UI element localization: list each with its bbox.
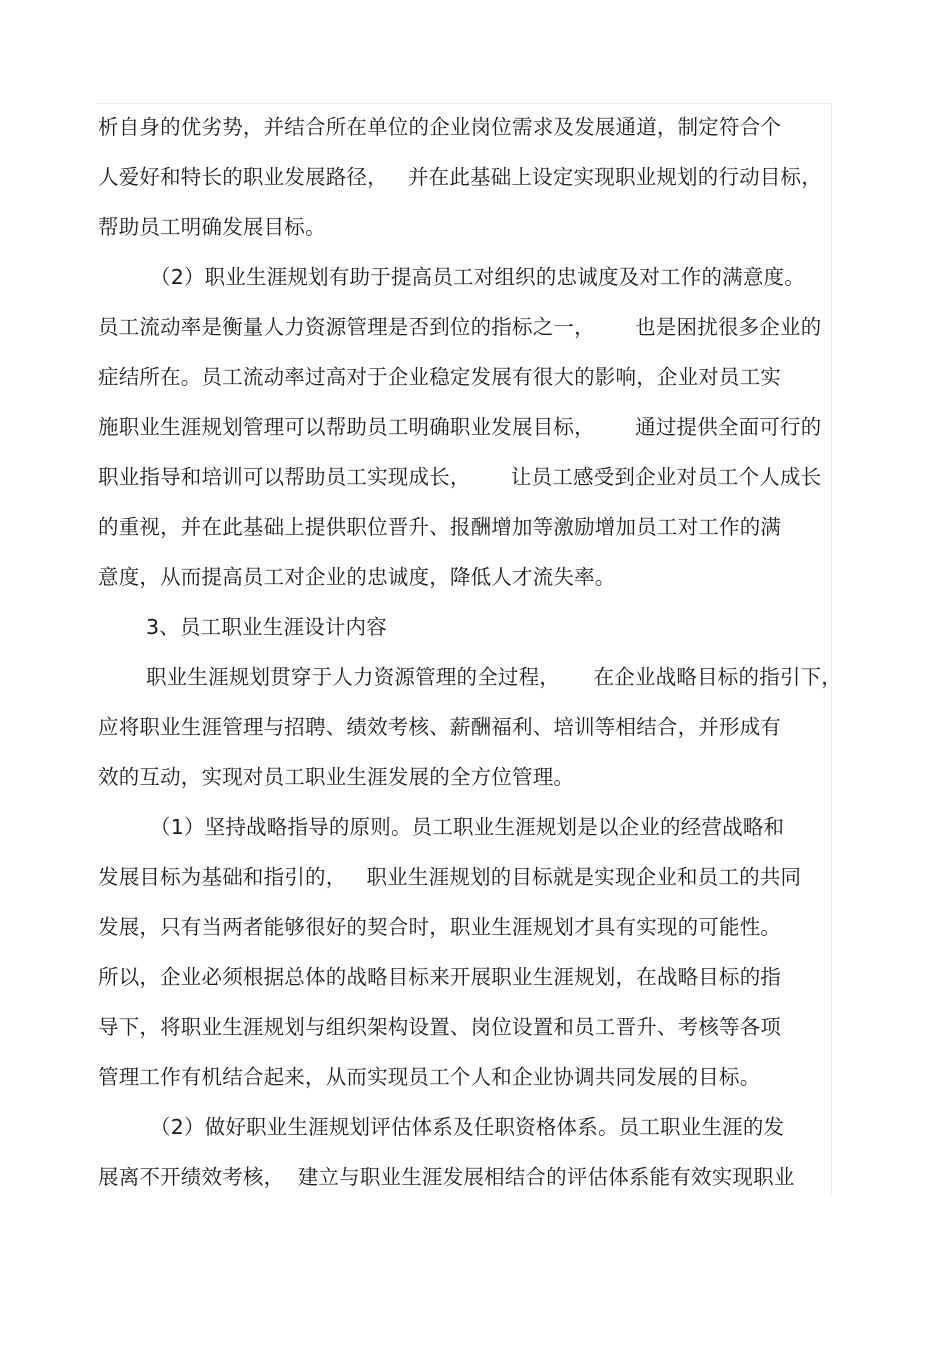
text-line: 发展目标为基础和指引的， 职业生涯规划的目标就是实现企业和员工的共同 bbox=[98, 865, 802, 889]
text-line: 所以，企业必须根据总体的战略目标来开展职业生涯规划，在战略目标的指 bbox=[98, 965, 782, 989]
text-line: 职业指导和培训可以帮助员工实现成长， 让员工感受到企业对员工个人成长 bbox=[98, 465, 822, 489]
text-line: （1）坚持战略指导的原则。员工职业生涯规划是以企业的经营战略和 bbox=[150, 815, 785, 839]
text-line: 应将职业生涯管理与招聘、绩效考核、薪酬福利、培训等相结合，并形成有 bbox=[98, 715, 782, 739]
text-line: 的重视，并在此基础上提供职位晋升、报酬增加等激励增加员工对工作的满 bbox=[98, 515, 782, 539]
text-line: 员工流动率是衡量人力资源管理是否到位的指标之一， 也是困扰很多企业的 bbox=[98, 315, 822, 339]
text-line: 展离不开绩效考核， 建立与职业生涯发展相结合的评估体系能有效实现职业 bbox=[98, 1165, 795, 1189]
text-line: （2）做好职业生涯规划评估体系及任职资格体系。员工职业生涯的发 bbox=[150, 1115, 785, 1139]
text-line: 析自身的优劣势，并结合所在单位的企业岗位需求及发展通道，制定符合个 bbox=[98, 115, 782, 139]
text-line: 发展，只有当两者能够很好的契合时，职业生涯规划才具有实现的可能性。 bbox=[98, 915, 782, 939]
text-line: 导下，将职业生涯规划与组织架构设置、岗位设置和员工晋升、考核等各项 bbox=[98, 1015, 782, 1039]
text-line: 职业生涯规划贯穿于人力资源管理的全过程， 在企业战略目标的指引下， bbox=[146, 665, 842, 689]
text-line: 人爱好和特长的职业发展路径， 并在此基础上设定实现职业规划的行动目标， bbox=[98, 165, 822, 189]
text-line: 意度，从而提高员工对企业的忠诚度，降低人才流失率。 bbox=[98, 565, 616, 589]
section-heading: 3、员工职业生涯设计内容 bbox=[146, 615, 387, 639]
text-line: 施职业生涯规划管理可以帮助员工明确职业发展目标， 通过提供全面可行的 bbox=[98, 415, 822, 439]
text-line: （2）职业生涯规划有助于提高员工对组织的忠诚度及对工作的满意度。 bbox=[150, 265, 805, 289]
text-line: 效的互动，实现对员工职业生涯发展的全方位管理。 bbox=[98, 765, 575, 789]
text-line: 症结所在。员工流动率过高对于企业稳定发展有很大的影响，企业对员工实 bbox=[98, 365, 782, 389]
text-line: 管理工作有机结合起来，从而实现员工个人和企业协调共同发展的目标。 bbox=[98, 1065, 761, 1089]
text-line: 帮助员工明确发展目标。 bbox=[98, 215, 326, 239]
